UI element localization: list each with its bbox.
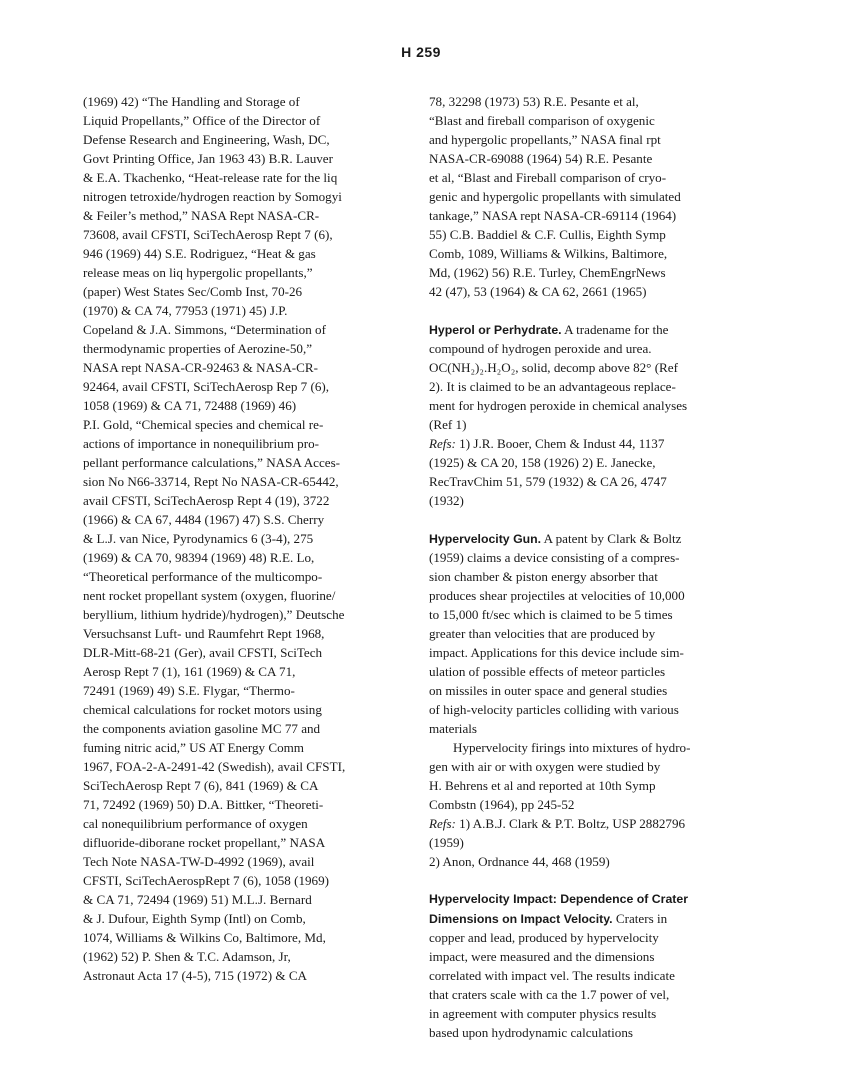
entry-heading: Hypervelocity Impact: Dependence of Crater <box>429 892 688 906</box>
text-line: in agreement with computer physics results <box>429 1006 657 1021</box>
text-line: pellant performance calculations,” NASA Acces- <box>83 455 341 470</box>
text-line: the components aviation gasoline MC 77 and <box>83 721 321 736</box>
text-line: (1925) & CA 20, 158 (1926) 2) E. Janecke, <box>429 455 656 470</box>
text-line: “Blast and fireball comparison of oxygenic <box>429 113 655 128</box>
text-line: 1058 (1969) & CA 71, 72488 (1969) 46) <box>83 398 297 413</box>
text-line: (1932) <box>429 493 464 508</box>
refs-line <box>429 434 741 453</box>
text-line: Comb, 1089, Williams & Wilkins, Baltimore, <box>429 246 668 261</box>
text-line: Govt Printing Office, Jan 1963 43) B.R. Lauver <box>83 151 333 166</box>
text-line: difluoride-diborane rocket propellant,” NASA <box>83 835 326 850</box>
text-line: chemical calculations for rocket motors using <box>83 702 322 717</box>
page-number: H 259 <box>401 44 441 60</box>
left-column <box>83 92 383 985</box>
section-gap <box>429 510 741 529</box>
text-line: Astronaut Acta 17 (4-5), 715 (1972) & CA <box>83 968 308 983</box>
text-line: & Feiler’s method,” NASA Rept NASA-CR- <box>83 208 320 223</box>
text-line: that craters scale with ca the 1.7 power of vel, <box>429 987 670 1002</box>
text-line: on missiles in outer space and general studies <box>429 683 668 698</box>
text-line: 1074, Williams & Wilkins Co, Baltimore, Md, <box>83 930 326 945</box>
text-line: H. Behrens et al and reported at 10th Symp <box>429 778 656 793</box>
text-line: et al, “Blast and Fireball comparison of cryo- <box>429 170 667 185</box>
text-line: 55) C.B. Baddiel & C.F. Cullis, Eighth Symp <box>429 227 666 242</box>
text-line: & J. Dufour, Eighth Symp (Intl) on Comb, <box>83 911 306 926</box>
text-line: actions of importance in nonequilibrium pro- <box>83 436 319 451</box>
text-line: Aerosp Rept 7 (1), 161 (1969) & CA 71, <box>83 664 296 679</box>
text-line: copper and lead, produced by hypervelocity <box>429 930 659 945</box>
right-column <box>429 92 741 1042</box>
text-line: gen with air or with oxygen were studied by <box>429 759 661 774</box>
text-line: (Ref 1) <box>429 417 467 432</box>
text-line: “Theoretical performance of the multicompo- <box>83 569 323 584</box>
text-line: (1969) & CA 70, 98394 (1969) 48) R.E. Lo, <box>83 550 315 565</box>
text-line: (1959) claims a device consisting of a compres- <box>429 550 680 565</box>
text-line: Copeland & J.A. Simmons, “Determination of <box>83 322 326 337</box>
text-line: materials <box>429 721 477 736</box>
text-line: nitrogen tetroxide/hydrogen reaction by Somogyi <box>83 189 342 204</box>
entry-text: A tradename for the <box>561 322 669 337</box>
text-line: ulation of possible effects of meteor particles <box>429 664 666 679</box>
section-gap <box>429 301 741 320</box>
text-line: 73608, avail CFSTI, SciTechAerosp Rept 7 (6), <box>83 227 333 242</box>
text-line: 42 (47), 53 (1964) & CA 62, 2661 (1965) <box>429 284 647 299</box>
text-line: greater than velocities that are produced by <box>429 626 656 641</box>
text-line: sion No N66-33714, Rept No NASA-CR-65442, <box>83 474 339 489</box>
text-line: compound of hydrogen peroxide and urea. <box>429 341 652 356</box>
text-line: (1959) <box>429 835 464 850</box>
entry-hyperol <box>429 320 741 510</box>
text-line: Md, (1962) 56) R.E. Turley, ChemEngrNews <box>429 265 666 280</box>
text-line: & E.A. Tkachenko, “Heat-release rate for the liq <box>83 170 338 185</box>
entry-first-line <box>429 320 741 339</box>
text-line: SciTechAerosp Rept 7 (6), 841 (1969) & CA <box>83 778 319 793</box>
text-line: release meas on liq hypergolic propellants,” <box>83 265 313 280</box>
text-line: and hypergolic propellants,” NASA final rpt <box>429 132 661 147</box>
entry-first-line <box>429 909 741 928</box>
text-line: CFSTI, SciTechAerospRept 7 (6), 1058 (1969) <box>83 873 330 888</box>
text-line: 1967, FOA-2-A-2491-42 (Swedish), avail CFSTI, <box>83 759 346 774</box>
entry-heading: Hyperol or Perhydrate. <box>429 323 562 337</box>
text-line: of high-velocity particles colliding with various <box>429 702 679 717</box>
text-line: Hypervelocity firings into mixtures of hydro- <box>453 740 691 755</box>
text-line: (1969) 42) “The Handling and Storage of <box>83 94 300 109</box>
text-line: 72491 (1969) 49) S.E. Flygar, “Thermo- <box>83 683 295 698</box>
refs-label: Refs: <box>429 816 456 831</box>
entry-hypervelocity-impact <box>429 890 741 1042</box>
text-line: Defense Research and Engineering, Wash, DC, <box>83 132 330 147</box>
text-line: NASA-CR-69088 (1964) 54) R.E. Pesante <box>429 151 653 166</box>
text-line: (1970) & CA 74, 77953 (1971) 45) J.P. <box>83 303 288 318</box>
text-line: tankage,” NASA rept NASA-CR-69114 (1964) <box>429 208 677 223</box>
text-line: & CA 71, 72494 (1969) 51) M.L.J. Bernard <box>83 892 312 907</box>
text-line: 946 (1969) 44) S.E. Rodriguez, “Heat & gas <box>83 246 316 261</box>
text-line: produces shear projectiles at velocities of 10,000 <box>429 588 685 603</box>
refs-text: 1) A.B.J. Clark & P.T. Boltz, USP 2882796 <box>455 816 686 831</box>
text-line: Tech Note NASA-TW-D-4992 (1969), avail <box>83 854 315 869</box>
text-line: OC(NH₂)₂.H₂O₂, solid, decomp above 82° (Ref <box>429 360 678 375</box>
text-line: genic and hypergolic propellants with simulated <box>429 189 681 204</box>
text-line: impact. Applications for this device include sim- <box>429 645 684 660</box>
text-line: impact, were measured and the dimensions <box>429 949 655 964</box>
text-line: 78, 32298 (1973) 53) R.E. Pesante et al, <box>429 94 639 109</box>
text-line: ment for hydrogen peroxide in chemical analyses <box>429 398 688 413</box>
text-line: P.I. Gold, “Chemical species and chemical re- <box>83 417 324 432</box>
text-line: fuming nitric acid,” US AT Energy Comm <box>83 740 304 755</box>
text-line: & L.J. van Nice, Pyrodynamics 6 (3-4), 275 <box>83 531 314 546</box>
text-line: correlated with impact vel. The results indicate <box>429 968 675 983</box>
text-line: based upon hydrodynamic calculations <box>429 1025 633 1040</box>
text-line: 71, 72492 (1969) 50) D.A. Bittker, “Theoreti- <box>83 797 324 812</box>
text-line: sion chamber & piston energy absorber that <box>429 569 658 584</box>
text-line: Combstn (1964), pp 245-52 <box>429 797 575 812</box>
text-line: RecTravChim 51, 579 (1932) & CA 26, 4747 <box>429 474 667 489</box>
text-line: 2) Anon, Ordnance 44, 468 (1959) <box>429 854 610 869</box>
text-line: nent rocket propellant system (oxygen, fluorine/ <box>83 588 336 603</box>
text-line: beryllium, lithium hydride)/hydrogen),” Deutsche <box>83 607 345 622</box>
refs-label: Refs: <box>429 436 456 451</box>
text-line: cal nonequilibrium performance of oxygen <box>83 816 308 831</box>
entry-text: A patent by Clark & Boltz <box>541 531 682 546</box>
text-line: Versuchsanst Luft- und Raumfehrt Rept 1968, <box>83 626 325 641</box>
entry-heading: Dimensions on Impact Velocity. <box>429 912 613 926</box>
refs-line <box>429 814 741 833</box>
continuation-block <box>429 92 741 301</box>
text-line: (1962) 52) P. Shen & T.C. Adamson, Jr, <box>83 949 291 964</box>
entry-first-line <box>429 529 741 548</box>
text-line: Liquid Propellants,” Office of the Director of <box>83 113 321 128</box>
text-line: to 15,000 ft/sec which is claimed to be 5 times <box>429 607 673 622</box>
entry-hypervelocity-gun <box>429 529 741 871</box>
text-line: DLR-Mitt-68-21 (Ger), avail CFSTI, SciTech <box>83 645 323 660</box>
section-gap <box>429 871 741 890</box>
text-line: avail CFSTI, SciTechAerosp Rept 4 (19), 3722 <box>83 493 330 508</box>
refs-text: 1) J.R. Booer, Chem & Indust 44, 1137 <box>455 436 665 451</box>
text-line: NASA rept NASA-CR-92463 & NASA-CR- <box>83 360 318 375</box>
text-line: (paper) West States Sec/Comb Inst, 70-26 <box>83 284 303 299</box>
text-line: (1966) & CA 67, 4484 (1967) 47) S.S. Cherry <box>83 512 325 527</box>
entry-text: Craters in <box>612 911 668 926</box>
text-line: 92464, avail CFSTI, SciTechAerosp Rep 7 (6), <box>83 379 330 394</box>
entry-heading: Hypervelocity Gun. <box>429 532 542 546</box>
text-line: thermodynamic properties of Aerozine-50,” <box>83 341 313 356</box>
text-line: 2). It is claimed to be an advantageous replace- <box>429 379 676 394</box>
